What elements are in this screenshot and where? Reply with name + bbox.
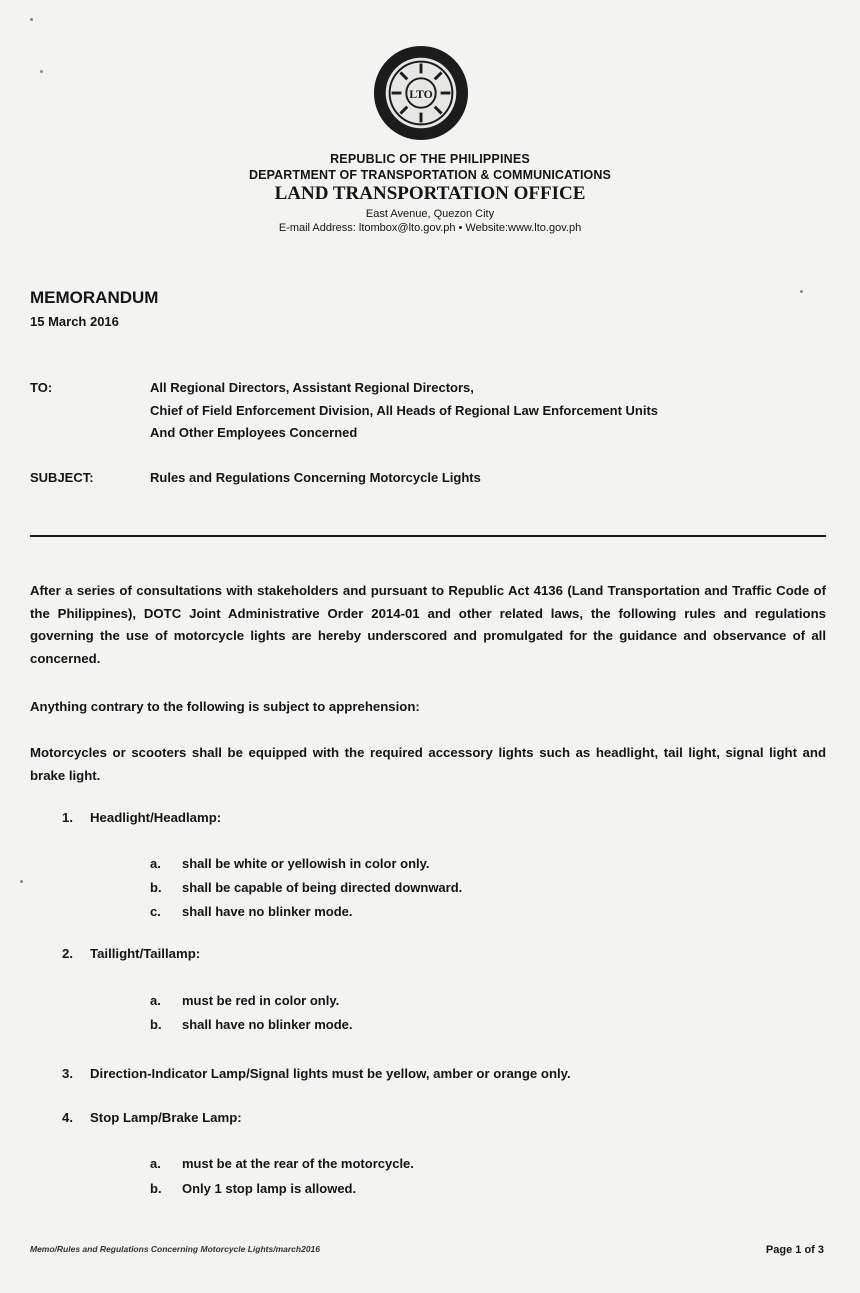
- letterhead-address: East Avenue, Quezon City: [365, 208, 495, 220]
- to-label: TO:: [30, 380, 53, 395]
- header-divider: [30, 535, 826, 537]
- letterhead-department: DEPARTMENT OF TRANSPORTATION & COMMUNICATIONS: [249, 168, 611, 182]
- subject-text: Rules and Regulations Concerning Motorcycle Lights: [150, 470, 481, 485]
- memo-date: 15 March 2016: [30, 314, 119, 329]
- scan-speck: [40, 70, 43, 73]
- sub-item-text: shall be white or yellowish in color only.: [182, 856, 430, 871]
- sub-item-text: shall have no blinker mode.: [182, 904, 353, 919]
- sub-item-letter: b.: [150, 880, 162, 895]
- letterhead-contact: E-mail Address: ltombox@lto.gov.ph • Website:www.lto.gov.ph: [278, 222, 582, 234]
- letterhead-republic: REPUBLIC OF THE PHILIPPINES: [330, 152, 530, 166]
- item-number: 3.: [62, 1066, 73, 1081]
- item-number: 4.: [62, 1110, 73, 1125]
- item-title: Direction-Indicator Lamp/Signal lights must be yellow, amber or orange only.: [90, 1066, 571, 1081]
- list-item-taillight: [62, 946, 200, 961]
- letterhead-office: LAND TRANSPORTATION OFFICE: [274, 183, 586, 204]
- item-title: Taillight/Taillamp:: [90, 946, 201, 961]
- to-recipient-line: And Other Employees Concerned: [150, 425, 358, 440]
- item-title: Stop Lamp/Brake Lamp:: [90, 1110, 242, 1125]
- sub-item: [150, 1156, 414, 1171]
- sub-item-letter: b.: [150, 1181, 162, 1196]
- sub-item-text: must be at the rear of the motorcycle.: [182, 1156, 414, 1171]
- sub-item: [150, 904, 353, 919]
- footer-document-ref: Memo/Rules and Regulations Concerning Motorcycle Lights/march2016: [30, 1244, 321, 1254]
- list-item-brake-lamp: [62, 1110, 242, 1125]
- sub-item-letter: c.: [150, 904, 161, 919]
- sub-item-text: must be red in color only.: [182, 993, 340, 1008]
- sub-item-text: shall have no blinker mode.: [182, 1017, 353, 1032]
- sub-item-text: Only 1 stop lamp is allowed.: [182, 1181, 357, 1196]
- footer-page-number: Page 1 of 3: [765, 1244, 824, 1256]
- list-item-headlight: [62, 810, 221, 825]
- apprehension-paragraph: Anything contrary to the following is subject to apprehension:: [30, 699, 420, 714]
- subject-label: SUBJECT:: [30, 470, 94, 485]
- sub-item: [150, 1017, 353, 1032]
- memo-title: MEMORANDUM: [30, 288, 159, 307]
- sub-item-letter: a.: [150, 993, 161, 1008]
- intro-paragraph: After a series of consultations with stakeholders and pursuant to Republic Act 4136 (Land Transportation and Traffic Code of the Philippines), DOTC Joint Administrative Order 2014-01 and other related laws, the following rules and regulations governing the use of motorcycle lights are hereby underscored and promulgated for the guidance and observance of all concerned.: [30, 583, 826, 666]
- to-recipient-line: All Regional Directors, Assistant Regional Directors,: [150, 380, 474, 395]
- scan-speck: [30, 18, 33, 21]
- sub-item-letter: a.: [150, 856, 161, 871]
- sub-item-letter: a.: [150, 1156, 161, 1171]
- sub-item: [150, 993, 339, 1008]
- sub-item: [150, 880, 462, 895]
- seal-text: LTO: [409, 87, 433, 101]
- sub-item-letter: b.: [150, 1017, 162, 1032]
- lto-seal-logo: [372, 44, 470, 142]
- list-item-signal-lights: [62, 1066, 571, 1081]
- scan-speck: [800, 290, 803, 293]
- equipment-paragraph: Motorcycles or scooters shall be equipped with the required accessory lights such as headlight, tail light, signal light and brake light.: [30, 745, 826, 783]
- sub-item: [150, 1181, 356, 1196]
- item-number: 2.: [62, 946, 73, 961]
- to-recipient-line: Chief of Field Enforcement Division, All Heads of Regional Law Enforcement Units: [150, 403, 659, 418]
- sub-item: [150, 856, 430, 871]
- sub-item-text: shall be capable of being directed downward.: [182, 880, 463, 895]
- item-number: 1.: [62, 810, 73, 825]
- item-title: Headlight/Headlamp:: [90, 810, 222, 825]
- scan-speck: [20, 880, 23, 883]
